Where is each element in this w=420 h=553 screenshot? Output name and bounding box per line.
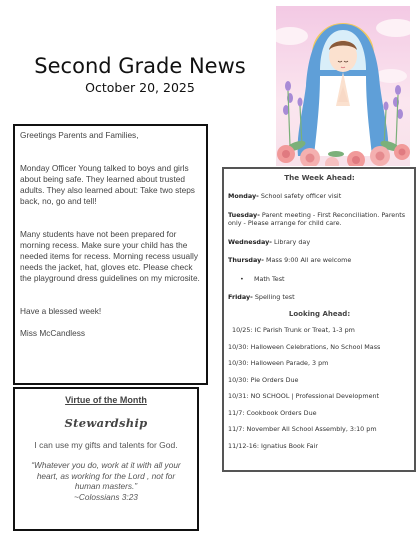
week-text: Parent meeting - First Reconciliation. Parents only - Please arrange for child care. [228,210,406,227]
week-item [228,211,411,228]
letter-signature: Miss McCandless [20,328,86,338]
event-item: 10/25: IC Parish Trunk or Treat, 1-3 pm [232,326,355,334]
praying-mary-illustration [276,6,410,166]
week-item [228,293,411,302]
week-text: Spelling test [254,293,295,301]
week-text: Library day [273,237,311,246]
event-item: 10/30: Halloween Celebrations, No School Mass [228,342,381,351]
week-day: Monday- [228,192,259,200]
event-item: 11/7: November All School Assembly, 3:10 pm [228,425,377,433]
looking-ahead-heading: Looking Ahead: [288,309,351,318]
week-text: School safety officer visit [260,192,342,200]
bullet-icon: • [240,274,244,283]
event-item: 10/30: Halloween Parade, 3 pm [228,359,329,367]
week-item [240,275,411,284]
letter-box [13,124,208,385]
week-text: Math Test [253,274,285,283]
letter-paragraph: Many students have not been prepared for morning recess. Make sure your child has the needed items for recess. Morning recess usually needs the jacket, hat, gloves etc. Please check the playground dress guidelines on my microsite. [20,229,200,283]
week-item [228,256,411,265]
letter-paragraph: Monday Officer Young talked to boys and girls about being safe. They learned about trusted adults. They also learned about: Take two steps back, no, go and tell! [20,163,195,206]
week-day: Wednesday- [228,237,272,246]
week-ahead-box [222,167,416,472]
week-item [228,238,411,247]
week-item [228,192,411,201]
event-item: 10/31: NO SCHOOL | Professional Development [228,392,380,400]
virtue-word: Stewardship [64,416,148,430]
virtue-heading: Virtue of the Month [65,395,147,405]
virtue-line: I can use my gifts and talents for God. [34,440,178,450]
week-day: Thursday- [228,256,264,264]
event-item: 11/12-16: Ignatius Book Fair [228,441,318,450]
virtue-citation: ~Colossians 3:23 [74,491,138,502]
virtue-quote: “Whatever you do, work at it with all your heart, as working for the Lord , not for human masters.” [31,460,181,491]
week-day: Friday- [228,293,253,301]
event-item: 11/7: Cookbook Orders Due [228,408,317,417]
letter-closing: Have a blessed week! [20,306,102,316]
week-heading: The Week Ahead: [284,173,355,182]
week-day: Tuesday- [228,210,260,219]
letter-greeting: Greetings Parents and Families, [20,130,139,140]
newsletter-title: Second Grade News [34,54,246,78]
event-item: 10/30: Pie Orders Due [228,375,299,384]
virtue-box [13,387,199,531]
newsletter-date: October 20, 2025 [85,80,195,95]
week-text: Mass 9:00 All are welcome [265,256,352,264]
